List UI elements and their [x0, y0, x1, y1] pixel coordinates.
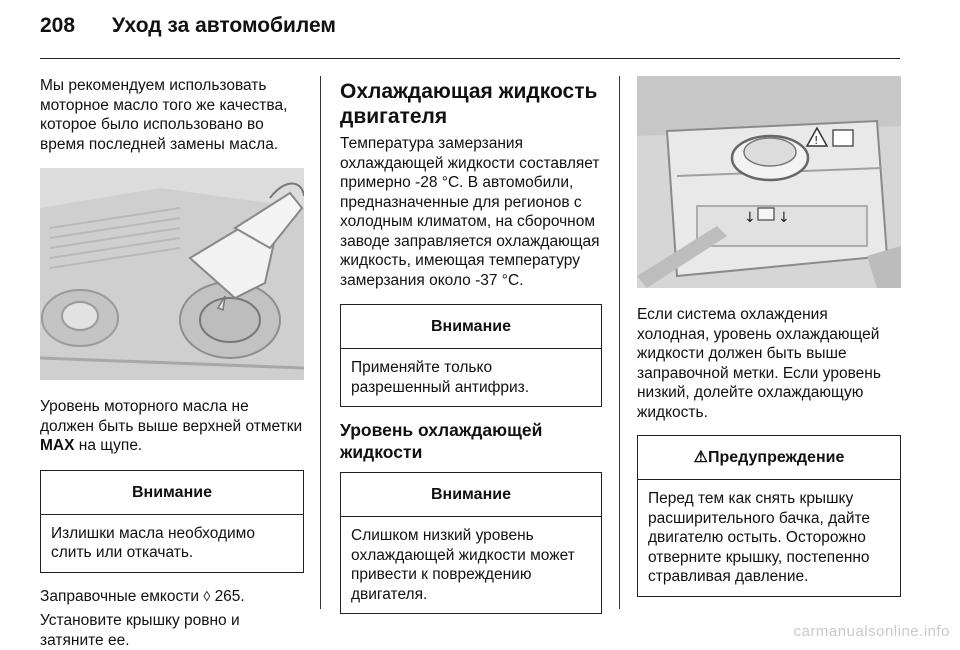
coolant-level-subtitle: Уровень охлаждающей жидкости	[340, 420, 543, 462]
coolant-level-notice-box	[340, 472, 602, 614]
page-header	[40, 14, 336, 38]
coolant-tank-image	[637, 76, 901, 288]
oil-notice-box	[40, 470, 304, 573]
page-number: 208	[40, 14, 76, 37]
svg-text:!: !	[814, 134, 819, 147]
svg-text:↓: ↓	[778, 210, 790, 226]
column-middle	[340, 79, 602, 614]
oil-level-text: Уровень моторного масла не должен быть выше верхней отметки MAX на щупе.	[40, 398, 303, 454]
pressure-warning-box	[637, 435, 901, 597]
column-divider	[320, 76, 321, 609]
page-reference-icon: ◊	[203, 587, 211, 604]
watermark: carmanualsonline.info	[793, 623, 950, 640]
warning-title: ⚠Предупреждение	[638, 436, 900, 480]
notice-title: Внимание	[41, 471, 303, 515]
oil-intro-text: Мы рекомендуем использовать моторное масло того же качества, которое было использовано во время последней замены масла.	[40, 77, 288, 153]
header-rule	[40, 58, 900, 59]
warning-body: Перед тем как снять крышку расширительного бачка, дайте двигателю остыть. Осторожно отверните крышку, постепенно стравливая давление.	[648, 490, 871, 585]
svg-text:↓: ↓	[744, 210, 756, 226]
coolant-section-title: Охлаждающая жидкость двигателя	[340, 80, 598, 128]
capacity-reference: Заправочные емкости ◊ 265.	[40, 587, 245, 605]
notice-body: Применяйте только разрешенный антифриз.	[351, 359, 530, 396]
notice-title: Внимание	[341, 305, 601, 349]
notice-title: Внимание	[341, 473, 601, 517]
column-left	[40, 76, 304, 650]
page-title: Уход за автомобилем	[112, 14, 336, 37]
engine-oil-image	[40, 168, 304, 380]
max-mark-label: MAX	[40, 437, 75, 454]
coolant-intro-text: Температура замерзания охлаждающей жидкости составляет примерно -28 °C. В автомобили, предназначенные для регионов с холодным климатом, на сборочном заводе заправляется охлаждающая жидкость, имеющая температуру замерзания около -37 °C.	[340, 135, 600, 289]
column-divider	[619, 76, 620, 609]
notice-body: Слишком низкий уровень охлаждающей жидкости может привести к повреждению двигателя.	[351, 527, 575, 603]
capacity-page-link[interactable]: 265.	[214, 587, 245, 605]
column-right	[637, 76, 901, 597]
notice-body: Излишки масла необходимо слить или откачать.	[51, 524, 255, 561]
warning-triangle-icon: ⚠	[693, 449, 708, 466]
coolant-level-text: Если система охлаждения холодная, уровень охлаждающей жидкости должен быть выше заправочной метки. Если уровень низкий, долейте охлаждающую жидкость.	[637, 306, 881, 421]
coolant-reservoir-illustration	[637, 76, 901, 288]
cap-instruction: Установите крышку ровно и затяните ее.	[40, 612, 240, 649]
oil-filling-illustration	[40, 168, 304, 380]
antifreeze-notice-box	[340, 304, 602, 407]
